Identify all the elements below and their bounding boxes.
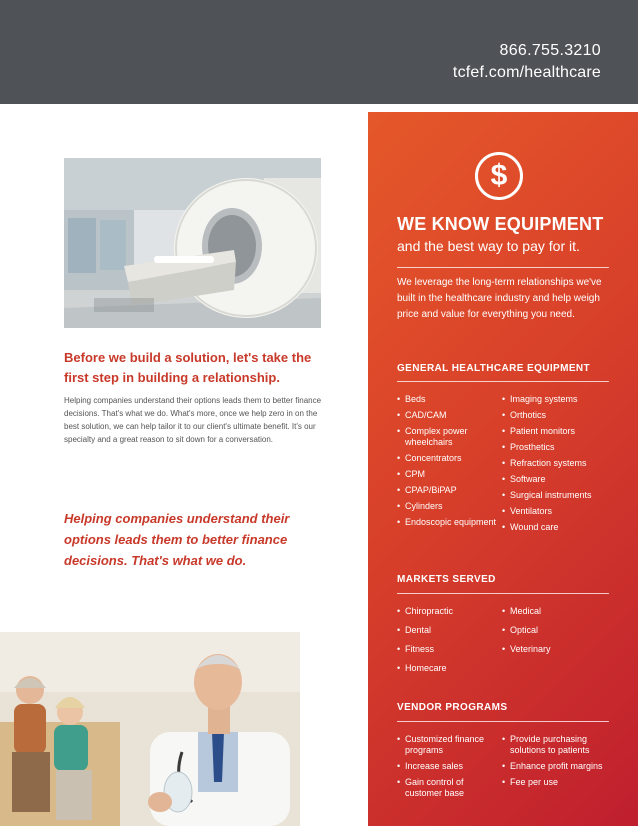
divider — [397, 381, 609, 382]
vendor-list-col1 — [397, 734, 499, 799]
list-item: • Refraction systems — [502, 458, 612, 469]
header-bar — [0, 0, 638, 104]
phone-number: 866.755.3210 — [499, 42, 601, 59]
list-item: • Customized finance programs — [397, 734, 499, 756]
panel-subhead: and the best way to pay for it. — [397, 238, 580, 254]
equipment-section-title: GENERAL HEALTHCARE EQUIPMENT — [397, 363, 591, 374]
list-item: • Gain control of customer base — [397, 777, 499, 799]
list-item: • Beds — [397, 394, 497, 405]
body-paragraph: Helping companies understand their options leads them to better finance decisions. That's what we do. What's more, once we help zero in on the best solution, we can help tailor it to our client's ultimate benefit. It's our specialty and a great reason to sit down for a conversation. — [64, 396, 322, 444]
list-item: • Patient monitors — [502, 426, 612, 437]
markets-list-col1 — [397, 606, 497, 674]
list-item: • Prosthetics — [502, 442, 612, 453]
list-item: • Provide purchasing solutions to patients — [502, 734, 614, 756]
list-item: • CPM — [397, 469, 497, 480]
list-item: • Surgical instruments — [502, 490, 612, 501]
list-item: • Increase sales — [397, 761, 499, 772]
list-item: • Enhance profit margins — [502, 761, 614, 772]
equipment-list-col1 — [397, 394, 497, 528]
list-item: • Chiropractic — [397, 606, 497, 617]
list-item: • Fitness — [397, 644, 497, 655]
list-item: • Fee per use — [502, 777, 614, 788]
markets-list-col2 — [502, 606, 612, 655]
list-item: • CAD/CAM — [397, 410, 497, 421]
list-item: • Complex power wheelchairs — [397, 426, 497, 448]
list-item: • Homecare — [397, 663, 497, 674]
list-item: • Orthotics — [502, 410, 612, 421]
list-item: • Endoscopic equipment — [397, 517, 497, 528]
list-item: • Concentrators — [397, 453, 497, 464]
website-url: tcfef.com/healthcare — [452, 64, 601, 81]
divider — [397, 267, 609, 268]
panel-intro: We leverage the long-term relationships we've built in the healthcare industry and help weigh price and value for everything you need. — [397, 277, 602, 320]
doctor-with-patients-photo — [0, 632, 300, 826]
list-item: • CPAP/BiPAP — [397, 485, 497, 496]
lead-heading: Before we build a solution, let's take the first step in building a relationship. — [64, 350, 312, 385]
list-item: • Imaging systems — [502, 394, 612, 405]
divider — [397, 593, 609, 594]
panel-headline: WE KNOW EQUIPMENT — [397, 214, 604, 234]
mri-room-photo — [64, 158, 321, 328]
list-item: • Wound care — [502, 522, 612, 533]
markets-section-title: MARKETS SERVED — [397, 574, 496, 585]
list-item: • Software — [502, 474, 612, 485]
dollar-icon: $ — [475, 152, 523, 200]
vendor-list-col2 — [502, 734, 614, 788]
equipment-list-col2 — [502, 394, 612, 533]
list-item: • Cylinders — [397, 501, 497, 512]
list-item: • Optical — [502, 625, 612, 636]
vendor-section-title: VENDOR PROGRAMS — [397, 702, 508, 713]
list-item: • Medical — [502, 606, 612, 617]
equipment-panel — [368, 112, 638, 826]
list-item: • Ventilators — [502, 506, 612, 517]
list-item: • Veterinary — [502, 644, 612, 655]
list-item: • Dental — [397, 625, 497, 636]
pull-quote: Helping companies understand their options leads them to better finance decisions. That's what we do. — [64, 511, 290, 568]
divider — [397, 721, 609, 722]
